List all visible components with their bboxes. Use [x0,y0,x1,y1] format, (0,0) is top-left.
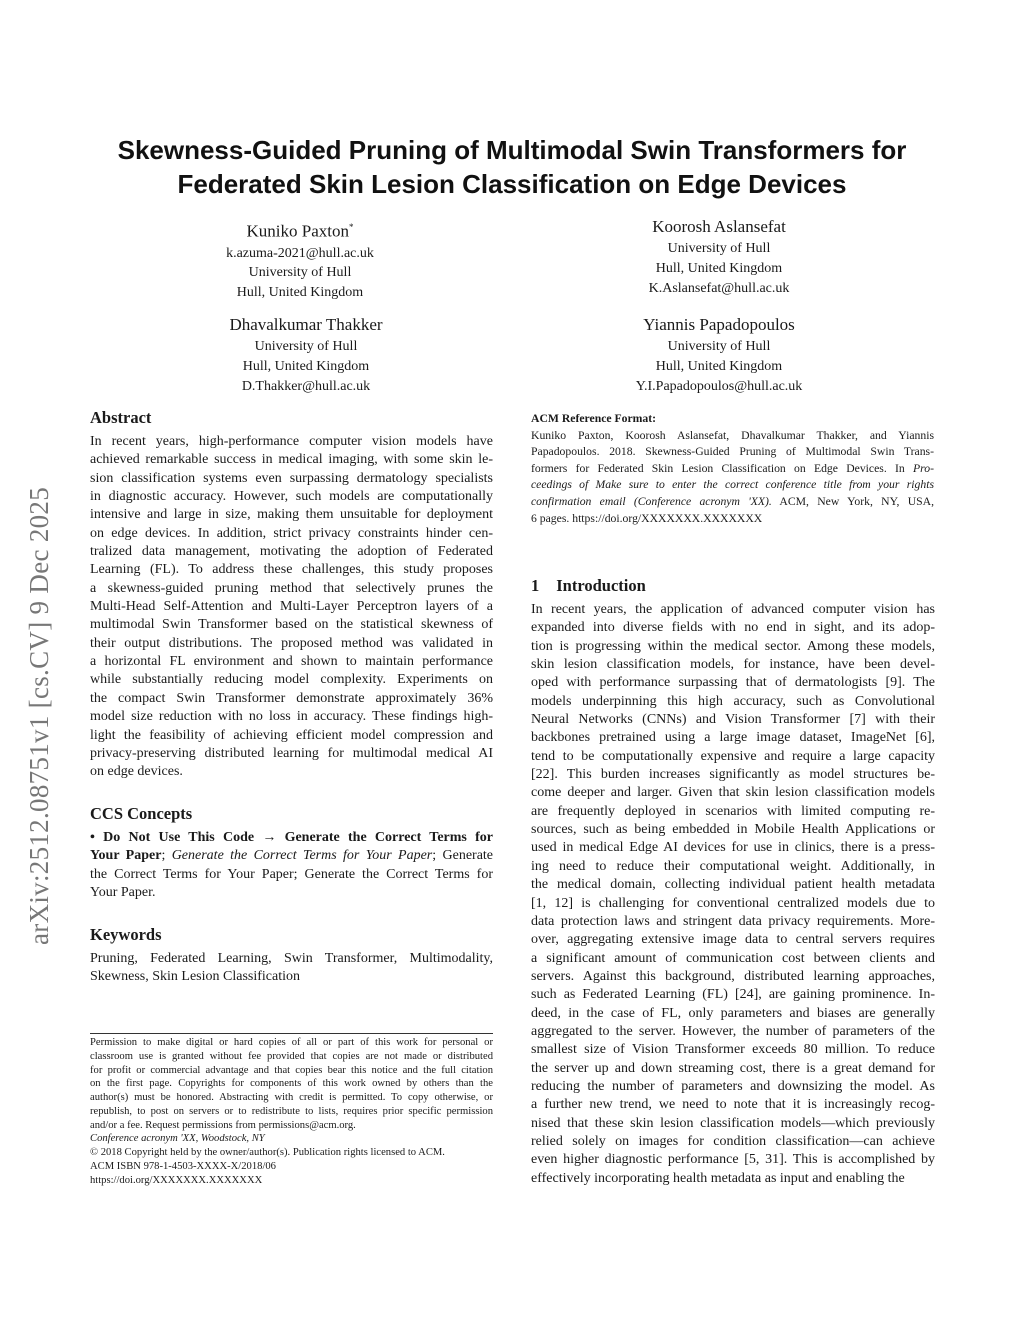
text-line: models underpinning this high accuracy, such as Convolutional [531,693,935,709]
text-line: smallest size of Vision Transformer exceeds 80 million. To reduce [531,1042,935,1058]
text-line: Skewness, Skin Lesion Classification [90,969,300,985]
text-line: skin lesion classification models, for instance, have been devel- [531,657,935,673]
arxiv-identifier-stamp: arXiv:2512.08751v1 [cs.CV] 9 Dec 2025 [24,486,54,945]
abstract-heading: Abstract [90,408,152,427]
text-line: In recent years, the application of advanced computer vision has [531,602,935,617]
text-line: nised that these skin lesion classification models—which previously [531,1115,935,1131]
author-location: Hull, United Kingdom [655,358,783,374]
text-line: Learning (FL). To address these challenges, this study proposes [90,562,493,578]
text-line: [22]. This burden increases significantly as model structures be- [531,767,935,783]
text-line: Pruning, Federated Learning, Swin Transformer, Multimodality, [90,951,493,966]
author-affiliation: University of Hull [667,241,771,256]
text-line: intensive and large in size, making them unsuitable for deployment [90,507,493,523]
reference-line: Kuniko Paxton, Koorosh Aslansefat, Dhavalkumar Thakker, and Yiannis [531,428,934,442]
ccs-body [90,829,493,902]
author-name: Yiannis Papadopoulos [643,315,795,334]
text-line: backbones pretrained using a large image dataset, ImageNet [6], [531,730,935,746]
copyright-line: © 2018 Copyright held by the owner/author(s). Publication rights licensed to ACM. [90,1147,445,1158]
text-line: relied solely on images for condition classification—can achieve [531,1133,935,1149]
keywords-heading: Keywords [90,925,162,944]
introduction-body [531,601,935,1188]
text-line: tion is progressing within the medical sector. Among these models, [531,638,935,654]
text-line: sion classification systems even surpassing dermatology specialists [90,470,493,486]
author-block-4 [549,314,889,396]
text-line: on edge devices. [90,764,183,780]
text-line: the server up and down streaming cost, there is a great demand for [531,1060,935,1076]
text-line: author(s) must be honored. Abstracting with credit is permitted. To copy otherwise, or [90,1092,493,1103]
text-line: a horizontal FL environment and shown to maintain performance [90,654,493,670]
text-line: while substantially reducing model complexity. Experiments on [90,672,493,688]
text-line: expanded into diverse fields with no end in sight, and its adop- [531,620,935,636]
conference-line: Conference acronym 'XX, Woodstock, NY [90,1133,265,1145]
author-block-2 [549,216,889,298]
author-block-3 [136,314,476,396]
author-location: Hull, United Kingdom [655,260,783,276]
author-email: Y.I.Papadopoulos@hull.ac.uk [635,378,803,394]
author-name: Koorosh Aslansefat [652,217,786,236]
reference-line: ceedings of Make sure to enter the correct conference title from your rights [531,478,934,492]
text-line: the compact Swin Transformer demonstrate approximately 36% [90,690,493,706]
isbn-line: ACM ISBN 978-1-4503-XXXX-X/2018/06 [90,1160,276,1172]
text-line: Multi-Head Self-Attention and Multi-Layer Perceptron layers of a [90,599,493,615]
text-line: reducing the number of parameters and downsizing the model. As [531,1078,935,1094]
text-line: over, aggregating extensive image data to central servers requires [531,932,935,948]
title-line-1: Skewness-Guided Pruning of Multimodal Swin Transformers for [117,135,907,165]
title-line-2: Federated Skin Lesion Classification on Edge Devices [177,169,847,199]
author-email: D.Thakker@hull.ac.uk [241,378,371,394]
ccs-line: the Correct Terms for Your Paper; Generate the Correct Terms for [90,866,493,882]
text-line: a skewness-guided pruning method that selectively prunes the [90,580,493,596]
text-line: multimodal Swin Transformer based on the statistical skewness of [90,617,493,633]
author-email: K.Aslansefat@hull.ac.uk [648,280,790,296]
introduction-heading: 1 Introduction [531,576,646,595]
text-line: such as Federated Learning (FL) [24], are gaining prominence. In- [531,987,935,1003]
text-line: the medical domain, collecting individual patient health metadata [531,877,935,893]
ccs-heading: CCS Concepts [90,804,193,823]
permission-footnote [90,1036,493,1187]
text-line: model size reduction with no loss in accuracy. These findings high- [90,709,493,725]
permission-text [90,1036,493,1132]
reference-line: Papadopoulos. 2018. Skewness-Guided Pruning of Multimodal Swin Trans- [531,445,934,459]
author-affiliation: University of Hull [254,339,358,354]
text-line: deed, in the case of FL, only parameters and biases are generally [531,1005,935,1021]
reference-line: confirmation email (Conference acronym 'XX). ACM, New York, NY, USA, [531,494,934,508]
doi-link[interactable]: https://doi.org/XXXXXXX.XXXXXXX [90,1174,263,1186]
ccs-line: Your Paper. [90,885,156,901]
keywords-body [90,950,493,987]
acm-reference-heading: ACM Reference Format: [531,412,657,425]
text-line: and/or a fee. Request permissions from permissions@acm.org. [90,1119,356,1131]
text-line: are frequently deployed in scenarios with limited computing re- [531,803,935,819]
text-line: their output distributions. The proposed method was validated in [90,635,493,651]
author-name: Kuniko Paxton [246,221,349,241]
text-line: effectively incorporating health metadata as input and enabling the [531,1170,905,1186]
text-line: classroom use is granted without fee provided that copies are not made or distributed [90,1050,493,1062]
author-affiliation: University of Hull [248,265,352,281]
text-line: a significant amount of communication cost between clients and [531,950,935,966]
footnote-rule [90,1033,493,1034]
text-line: achieved remarkable success in medical imaging, with some skin le- [90,452,493,468]
text-line: used in medical Edge AI devices for use in clinics, there is a press- [531,840,935,856]
text-line: in diagnostic accuracy. However, such models are computationally [90,489,493,505]
text-line: In recent years, high-performance computer vision models have [90,434,493,449]
author-email: k.azuma-2021@hull.ac.uk [226,245,374,261]
author-location: Hull, United Kingdom [242,358,370,374]
text-line: servers. Against this background, distributed learning approaches, [531,968,935,984]
text-line: for profit or commercial advantage and that copies bear this notice and the full citation [90,1064,493,1076]
text-line: tralized data management, motivating the adoption of Federated [90,544,493,560]
corresponding-author-mark: * [348,222,354,232]
author-name: Dhavalkumar Thakker [229,315,383,334]
reference-doi[interactable]: 6 pages. https://doi.org/XXXXXXX.XXXXXXX [531,511,763,525]
text-line: ing need to reduce their computational weight. Additionally, in [531,858,935,874]
text-line: oped with performance surpassing that of dermatologists [9]. The [531,675,935,691]
author-location: Hull, United Kingdom [236,285,364,301]
text-line: light the feasibility of achieving efficient model compression and [90,727,493,743]
text-line: data protection laws and stringent data privacy requirements. More- [531,913,935,929]
abstract-body [90,433,493,782]
text-line: sources, such as being embedded in Mobile Health Applications or [531,822,935,838]
ccs-line: Your Paper; Generate the Correct Terms for Your Paper; Generate [90,848,494,864]
text-line: on edge devices. In addition, strict privacy constraints hinder cen- [90,525,493,541]
text-line: a further new trend, we need to note that it is increasingly recog- [531,1097,935,1113]
text-line: aggregated to the server. However, the number of parameters of the [531,1023,935,1039]
acm-reference-format [531,411,934,527]
ccs-line: • Do Not Use This Code → Generate the Correct Terms for [90,830,493,845]
text-line: [1, 12] is challenging for conventional centralized models due to [531,895,935,911]
text-line: tend to be computationally expensive and require a large capacity [531,748,935,764]
text-line: even higher diagnostic performance [5, 31]. This is accomplished by [531,1152,935,1168]
text-line: Neural Networks (CNNs) and Vision Transformer [7] with their [531,712,935,728]
text-line: on the first page. Copyrights for components of this work owned by others than the [90,1078,493,1090]
reference-line: formers for Federated Skin Lesion Classification on Edge Devices. In Pro- [531,461,934,475]
text-line: Permission to make digital or hard copies of all or part of this work for personal or [90,1037,493,1048]
author-affiliation: University of Hull [667,339,771,354]
text-line: republish, to post on servers or to redistribute to lists, requires prior specific permission [90,1105,493,1117]
text-line: privacy-preserving distributed learning for multimodal medical AI [90,745,493,761]
paper-title [40,133,984,201]
author-block-1 [130,216,470,303]
text-line: come deeper and larger. Given that skin lesion classification models [531,785,935,801]
